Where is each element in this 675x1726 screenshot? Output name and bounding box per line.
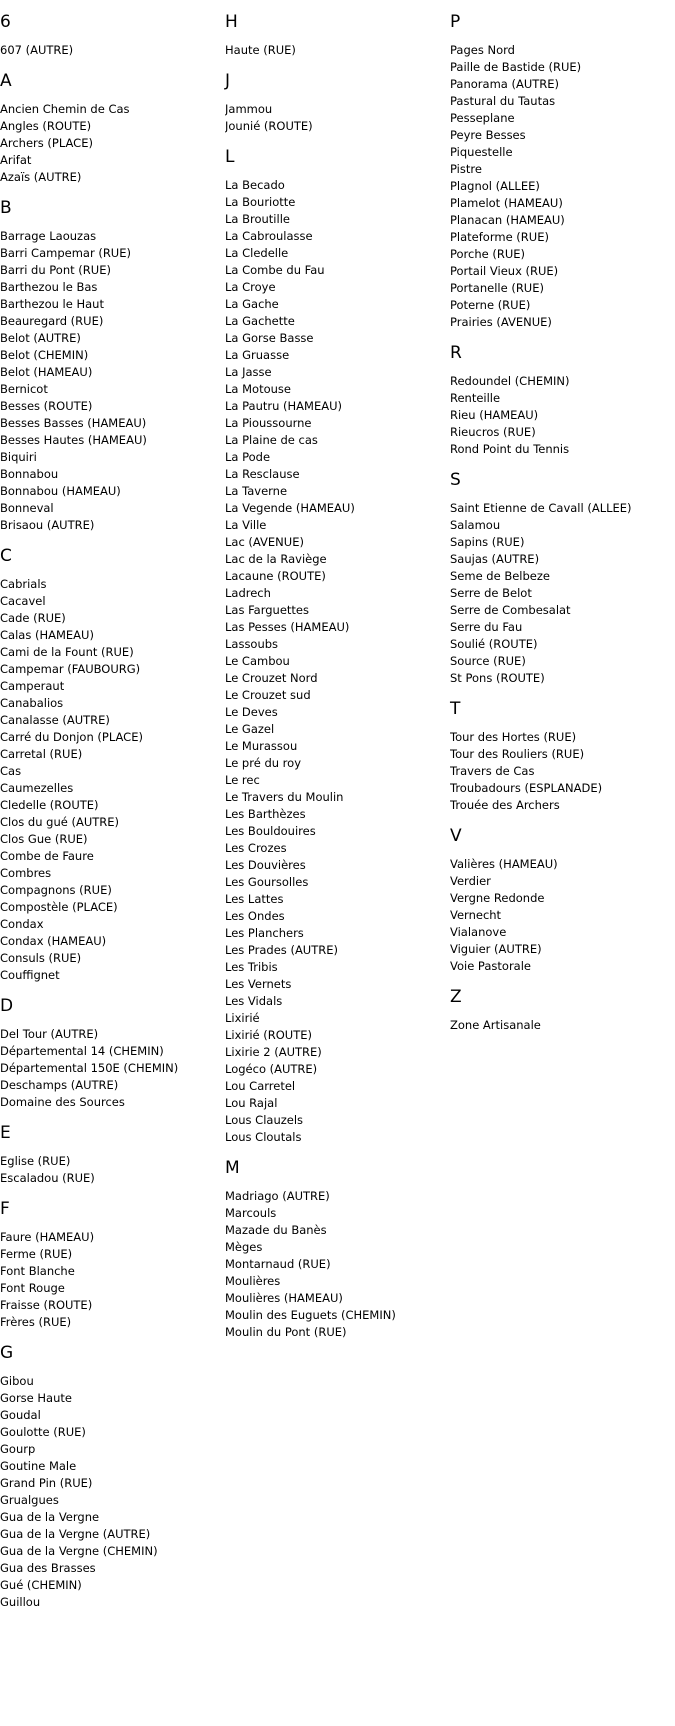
street-name: Jounié (ROUTE) [225, 119, 313, 133]
street-name: Poterne (RUE) [450, 298, 531, 312]
street-name: La Combe du Fau [225, 263, 325, 277]
street-name: Zone Artisanale [450, 1018, 541, 1032]
street-name: Cas [0, 764, 22, 778]
street-name: Lassoubs [225, 637, 279, 651]
letter-group [450, 343, 670, 458]
street-list [0, 101, 220, 186]
street-list [0, 228, 220, 534]
street-name: Ladrech [225, 586, 271, 600]
street-name: Gua des Brasses [0, 1561, 96, 1575]
group-letter-heading: A [0, 71, 12, 91]
street-name: Lacaune (ROUTE) [225, 569, 326, 583]
street-name: Azaïs (AUTRE) [0, 170, 82, 184]
street-name: Besses (ROUTE) [0, 399, 93, 413]
group-letter-heading: L [225, 147, 235, 167]
street-name: Archers (PLACE) [0, 136, 93, 150]
street-name: Gua de la Vergne (CHEMIN) [0, 1544, 158, 1558]
street-name: Frères (RUE) [0, 1315, 72, 1329]
street-list [450, 373, 670, 458]
letter-group [0, 71, 220, 186]
street-name: Madriago (AUTRE) [225, 1189, 330, 1203]
street-name: Viguier (AUTRE) [450, 942, 542, 956]
street-name: Porche (RUE) [450, 247, 526, 261]
street-name: Gua de la Vergne [0, 1510, 100, 1524]
letter-group [0, 12, 220, 59]
street-name: Les Bouldouires [225, 824, 316, 838]
street-list [0, 1026, 220, 1111]
street-name: Condax (HAMEAU) [0, 934, 107, 948]
street-name: Travers de Cas [450, 764, 535, 778]
street-name: Serre de Combesalat [450, 603, 571, 617]
street-name: Faure (HAMEAU) [0, 1230, 95, 1244]
street-name: La Resclause [225, 467, 300, 481]
street-name: La Taverne [225, 484, 288, 498]
street-name: Grand Pin (RUE) [0, 1476, 93, 1490]
street-name: Mazade du Banès [225, 1223, 327, 1237]
street-name: Les Lattes [225, 892, 284, 906]
street-name: Le Murassou [225, 739, 298, 753]
letter-group [225, 147, 445, 1146]
street-name: Grualgues [0, 1493, 59, 1507]
street-name: Bonnabou (HAMEAU) [0, 484, 121, 498]
street-name: Haute (RUE) [225, 43, 296, 57]
street-list [0, 1373, 220, 1611]
street-name: Belot (CHEMIN) [0, 348, 89, 362]
street-name: Troubadours (ESPLANADE) [450, 781, 603, 795]
street-name: Pesseplane [450, 111, 515, 125]
street-name: Canalasse (AUTRE) [0, 713, 110, 727]
group-letter-heading: 6 [0, 12, 11, 32]
group-letter-heading: S [450, 470, 461, 490]
street-name: Gibou [0, 1374, 34, 1388]
street-name: Cami de la Fount (RUE) [0, 645, 134, 659]
street-name: Belot (AUTRE) [0, 331, 81, 345]
street-list [450, 729, 670, 814]
street-name: La Broutille [225, 212, 290, 226]
group-letter-heading: C [0, 546, 12, 566]
street-name: Clos Gue (RUE) [0, 832, 88, 846]
street-name: Belot (HAMEAU) [0, 365, 93, 379]
street-name: Moulin des Euguets (CHEMIN) [225, 1308, 396, 1322]
street-name: Les Vernets [225, 977, 292, 991]
street-name: Plagnol (ALLEE) [450, 179, 540, 193]
letter-group [225, 71, 445, 135]
street-name: Biquiri [0, 450, 37, 464]
street-name: Carretal (RUE) [0, 747, 83, 761]
group-letter-heading: V [450, 826, 462, 846]
street-name: Campemar (FAUBOURG) [0, 662, 141, 676]
street-name: Logéco (AUTRE) [225, 1062, 318, 1076]
street-name: Besses Basses (HAMEAU) [0, 416, 147, 430]
street-name: Le Crouzet Nord [225, 671, 318, 685]
street-name: Barri Campemar (RUE) [0, 246, 131, 260]
street-name: La Pautru (HAMEAU) [225, 399, 343, 413]
street-name: Montarnaud (RUE) [225, 1257, 331, 1271]
street-name: Guillou [0, 1595, 41, 1609]
street-name: Carré du Donjon (PLACE) [0, 730, 143, 744]
street-name: Gua de la Vergne (AUTRE) [0, 1527, 151, 1541]
street-name: Consuls (RUE) [0, 951, 82, 965]
street-name: Pastural du Tautas [450, 94, 556, 108]
street-index-column-1 [0, 0, 220, 1621]
street-name: La Bouriotte [225, 195, 296, 209]
group-letter-heading: E [0, 1123, 11, 1143]
street-index-column-2 [225, 0, 445, 1351]
letter-group [450, 826, 670, 975]
street-name: Ancien Chemin de Cas [0, 102, 130, 116]
group-letter-heading: H [225, 12, 238, 32]
street-name: La Gachette [225, 314, 295, 328]
street-name: Lixirie 2 (AUTRE) [225, 1045, 322, 1059]
group-letter-heading: P [450, 12, 461, 32]
street-list [225, 1188, 445, 1341]
street-name: La Jasse [225, 365, 272, 379]
street-name: Les Goursolles [225, 875, 309, 889]
street-name: Saint Etienne de Cavall (ALLEE) [450, 501, 632, 515]
street-name: Clos du gué (AUTRE) [0, 815, 120, 829]
street-name: Deschamps (AUTRE) [0, 1078, 119, 1092]
street-name: Trouée des Archers [450, 798, 560, 812]
street-name: Les Tribis [225, 960, 278, 974]
street-name: Lous Cloutals [225, 1130, 302, 1144]
street-name: Besses Hautes (HAMEAU) [0, 433, 147, 447]
street-name: La Cabroulasse [225, 229, 313, 243]
street-name: Barthezou le Bas [0, 280, 98, 294]
group-letter-heading: F [0, 1199, 10, 1219]
street-name: Le Crouzet sud [225, 688, 311, 702]
group-letter-heading: M [225, 1158, 240, 1178]
group-letter-heading: J [225, 71, 231, 91]
street-name: Rieu (HAMEAU) [450, 408, 539, 422]
street-name: La Cledelle [225, 246, 289, 260]
street-name: Source (RUE) [450, 654, 526, 668]
street-list [0, 42, 220, 59]
street-name: La Motouse [225, 382, 291, 396]
street-name: Vialanove [450, 925, 507, 939]
street-name: Gourp [0, 1442, 36, 1456]
street-name: Goudal [0, 1408, 41, 1422]
street-name: Bonnabou [0, 467, 59, 481]
street-name: Tour des Rouliers (RUE) [450, 747, 585, 761]
street-name: La Becado [225, 178, 285, 192]
street-name: Les Ondes [225, 909, 285, 923]
street-name: Font Blanche [0, 1264, 75, 1278]
street-list [225, 177, 445, 1146]
letter-group [0, 1199, 220, 1331]
letter-group [450, 987, 670, 1034]
street-name: Cade (RUE) [0, 611, 66, 625]
letter-group [0, 1123, 220, 1187]
street-name: Compostèle (PLACE) [0, 900, 118, 914]
street-list [450, 42, 670, 331]
street-name: Verdier [450, 874, 491, 888]
street-name: Moulin du Pont (RUE) [225, 1325, 347, 1339]
letter-group [450, 12, 670, 331]
street-name: Lou Carretel [225, 1079, 296, 1093]
street-name: Le Gazel [225, 722, 275, 736]
street-index-column-3 [450, 0, 670, 1044]
street-name: St Pons (ROUTE) [450, 671, 545, 685]
street-name: Serre du Fau [450, 620, 523, 634]
street-name: Calas (HAMEAU) [0, 628, 94, 642]
street-name: Le Travers du Moulin [225, 790, 344, 804]
street-name: Salamou [450, 518, 501, 532]
group-letter-heading: T [450, 699, 461, 719]
letter-group [0, 1343, 220, 1611]
street-name: Camperaut [0, 679, 65, 693]
street-name: Cabrials [0, 577, 47, 591]
street-name: Portanelle (RUE) [450, 281, 544, 295]
street-name: Les Douvières [225, 858, 306, 872]
letter-group [0, 546, 220, 984]
street-name: Peyre Besses [450, 128, 526, 142]
street-name: Portail Vieux (RUE) [450, 264, 559, 278]
street-name: Mèges [225, 1240, 263, 1254]
street-name: Vernecht [450, 908, 502, 922]
street-name: La Gruasse [225, 348, 290, 362]
street-name: Gorse Haute [0, 1391, 72, 1405]
street-name: Condax [0, 917, 44, 931]
street-name: Paille de Bastide (RUE) [450, 60, 582, 74]
street-list [450, 500, 670, 687]
street-name: Le rec [225, 773, 260, 787]
street-name: Combres [0, 866, 52, 880]
street-list [450, 856, 670, 975]
street-name: Escaladou (RUE) [0, 1171, 95, 1185]
letter-group [450, 699, 670, 814]
street-name: Goutine Male [0, 1459, 77, 1473]
street-name: 607 (AUTRE) [0, 43, 74, 57]
street-name: Saujas (AUTRE) [450, 552, 540, 566]
street-name: Font Rouge [0, 1281, 65, 1295]
street-name: Barrage Laouzas [0, 229, 97, 243]
street-name: Renteille [450, 391, 501, 405]
group-letter-heading: D [0, 996, 14, 1016]
street-name: La Gorse Basse [225, 331, 314, 345]
street-name: Planacan (HAMEAU) [450, 213, 565, 227]
letter-group [450, 470, 670, 687]
street-name: Moulières [225, 1274, 281, 1288]
street-name: Ferme (RUE) [0, 1247, 73, 1261]
street-name: La Plaine de cas [225, 433, 318, 447]
street-name: Les Barthèzes [225, 807, 306, 821]
street-name: Marcouls [225, 1206, 277, 1220]
street-name: Angles (ROUTE) [0, 119, 92, 133]
street-name: Plateforme (RUE) [450, 230, 549, 244]
letter-group [0, 996, 220, 1111]
street-name: Le Cambou [225, 654, 290, 668]
street-name: Gué (CHEMIN) [0, 1578, 82, 1592]
street-list [225, 101, 445, 135]
street-name: Eglise (RUE) [0, 1154, 71, 1168]
street-name: Rieucros (RUE) [450, 425, 536, 439]
street-list [0, 1153, 220, 1187]
street-name: Lac (AVENUE) [225, 535, 304, 549]
street-name: La Ville [225, 518, 267, 532]
street-name: Arifat [0, 153, 32, 167]
group-letter-heading: G [0, 1343, 14, 1363]
street-list [225, 42, 445, 59]
street-name: Le Deves [225, 705, 278, 719]
street-name: Compagnons (RUE) [0, 883, 112, 897]
street-name: Canabalios [0, 696, 64, 710]
street-name: Moulières (HAMEAU) [225, 1291, 343, 1305]
street-name: Les Vidals [225, 994, 283, 1008]
street-name: Del Tour (AUTRE) [0, 1027, 99, 1041]
street-name: Pages Nord [450, 43, 515, 57]
street-name: Panorama (AUTRE) [450, 77, 560, 91]
street-name: Les Planchers [225, 926, 304, 940]
street-name: Seme de Belbeze [450, 569, 550, 583]
street-name: La Pioussourne [225, 416, 312, 430]
street-name: La Pode [225, 450, 271, 464]
street-name: Soulié (ROUTE) [450, 637, 538, 651]
street-name: Plamelot (HAMEAU) [450, 196, 563, 210]
letter-group [225, 1158, 445, 1341]
group-letter-heading: Z [450, 987, 462, 1007]
street-name: La Gache [225, 297, 279, 311]
street-name: Brisaou (AUTRE) [0, 518, 95, 532]
street-name: La Vegende (HAMEAU) [225, 501, 355, 515]
group-letter-heading: R [450, 343, 462, 363]
street-name: Caumezelles [0, 781, 74, 795]
street-name: Piquestelle [450, 145, 513, 159]
street-name: Combe de Faure [0, 849, 94, 863]
street-name: Voie Pastorale [450, 959, 531, 973]
street-name: Las Pesses (HAMEAU) [225, 620, 350, 634]
street-name: Goulotte (RUE) [0, 1425, 86, 1439]
street-name: Lixirié [225, 1011, 260, 1025]
street-list [450, 1017, 670, 1034]
street-name: Lous Clauzels [225, 1113, 304, 1127]
street-name: Valières (HAMEAU) [450, 857, 558, 871]
street-name: Départemental 14 (CHEMIN) [0, 1044, 164, 1058]
street-name: Domaine des Sources [0, 1095, 125, 1109]
street-name: Serre de Belot [450, 586, 532, 600]
street-name: Beauregard (RUE) [0, 314, 104, 328]
street-name: Lou Rajal [225, 1096, 278, 1110]
street-name: Cacavel [0, 594, 46, 608]
street-name: Lixirié (ROUTE) [225, 1028, 312, 1042]
street-name: Las Farguettes [225, 603, 309, 617]
letter-group [225, 12, 445, 59]
street-name: Bernicot [0, 382, 48, 396]
street-name: Sapins (RUE) [450, 535, 525, 549]
street-name: Fraisse (ROUTE) [0, 1298, 93, 1312]
street-name: Pistre [450, 162, 482, 176]
street-name: Vergne Redonde [450, 891, 545, 905]
street-name: Prairies (AVENUE) [450, 315, 552, 329]
street-name: Rond Point du Tennis [450, 442, 570, 456]
street-list [0, 1229, 220, 1331]
letter-group [0, 198, 220, 534]
street-name: La Croye [225, 280, 276, 294]
street-name: Bonneval [0, 501, 54, 515]
street-name: Cledelle (ROUTE) [0, 798, 99, 812]
street-name: Couffignet [0, 968, 60, 982]
group-letter-heading: B [0, 198, 12, 218]
street-name: Jammou [225, 102, 273, 116]
street-name: Départemental 150E (CHEMIN) [0, 1061, 179, 1075]
street-name: Les Prades (AUTRE) [225, 943, 338, 957]
street-list [0, 576, 220, 984]
street-name: Redoundel (CHEMIN) [450, 374, 570, 388]
street-name: Barri du Pont (RUE) [0, 263, 111, 277]
street-name: Lac de la Raviège [225, 552, 327, 566]
street-name: Les Crozes [225, 841, 287, 855]
street-name: Barthezou le Haut [0, 297, 104, 311]
street-name: Le pré du roy [225, 756, 302, 770]
street-name: Tour des Hortes (RUE) [450, 730, 577, 744]
